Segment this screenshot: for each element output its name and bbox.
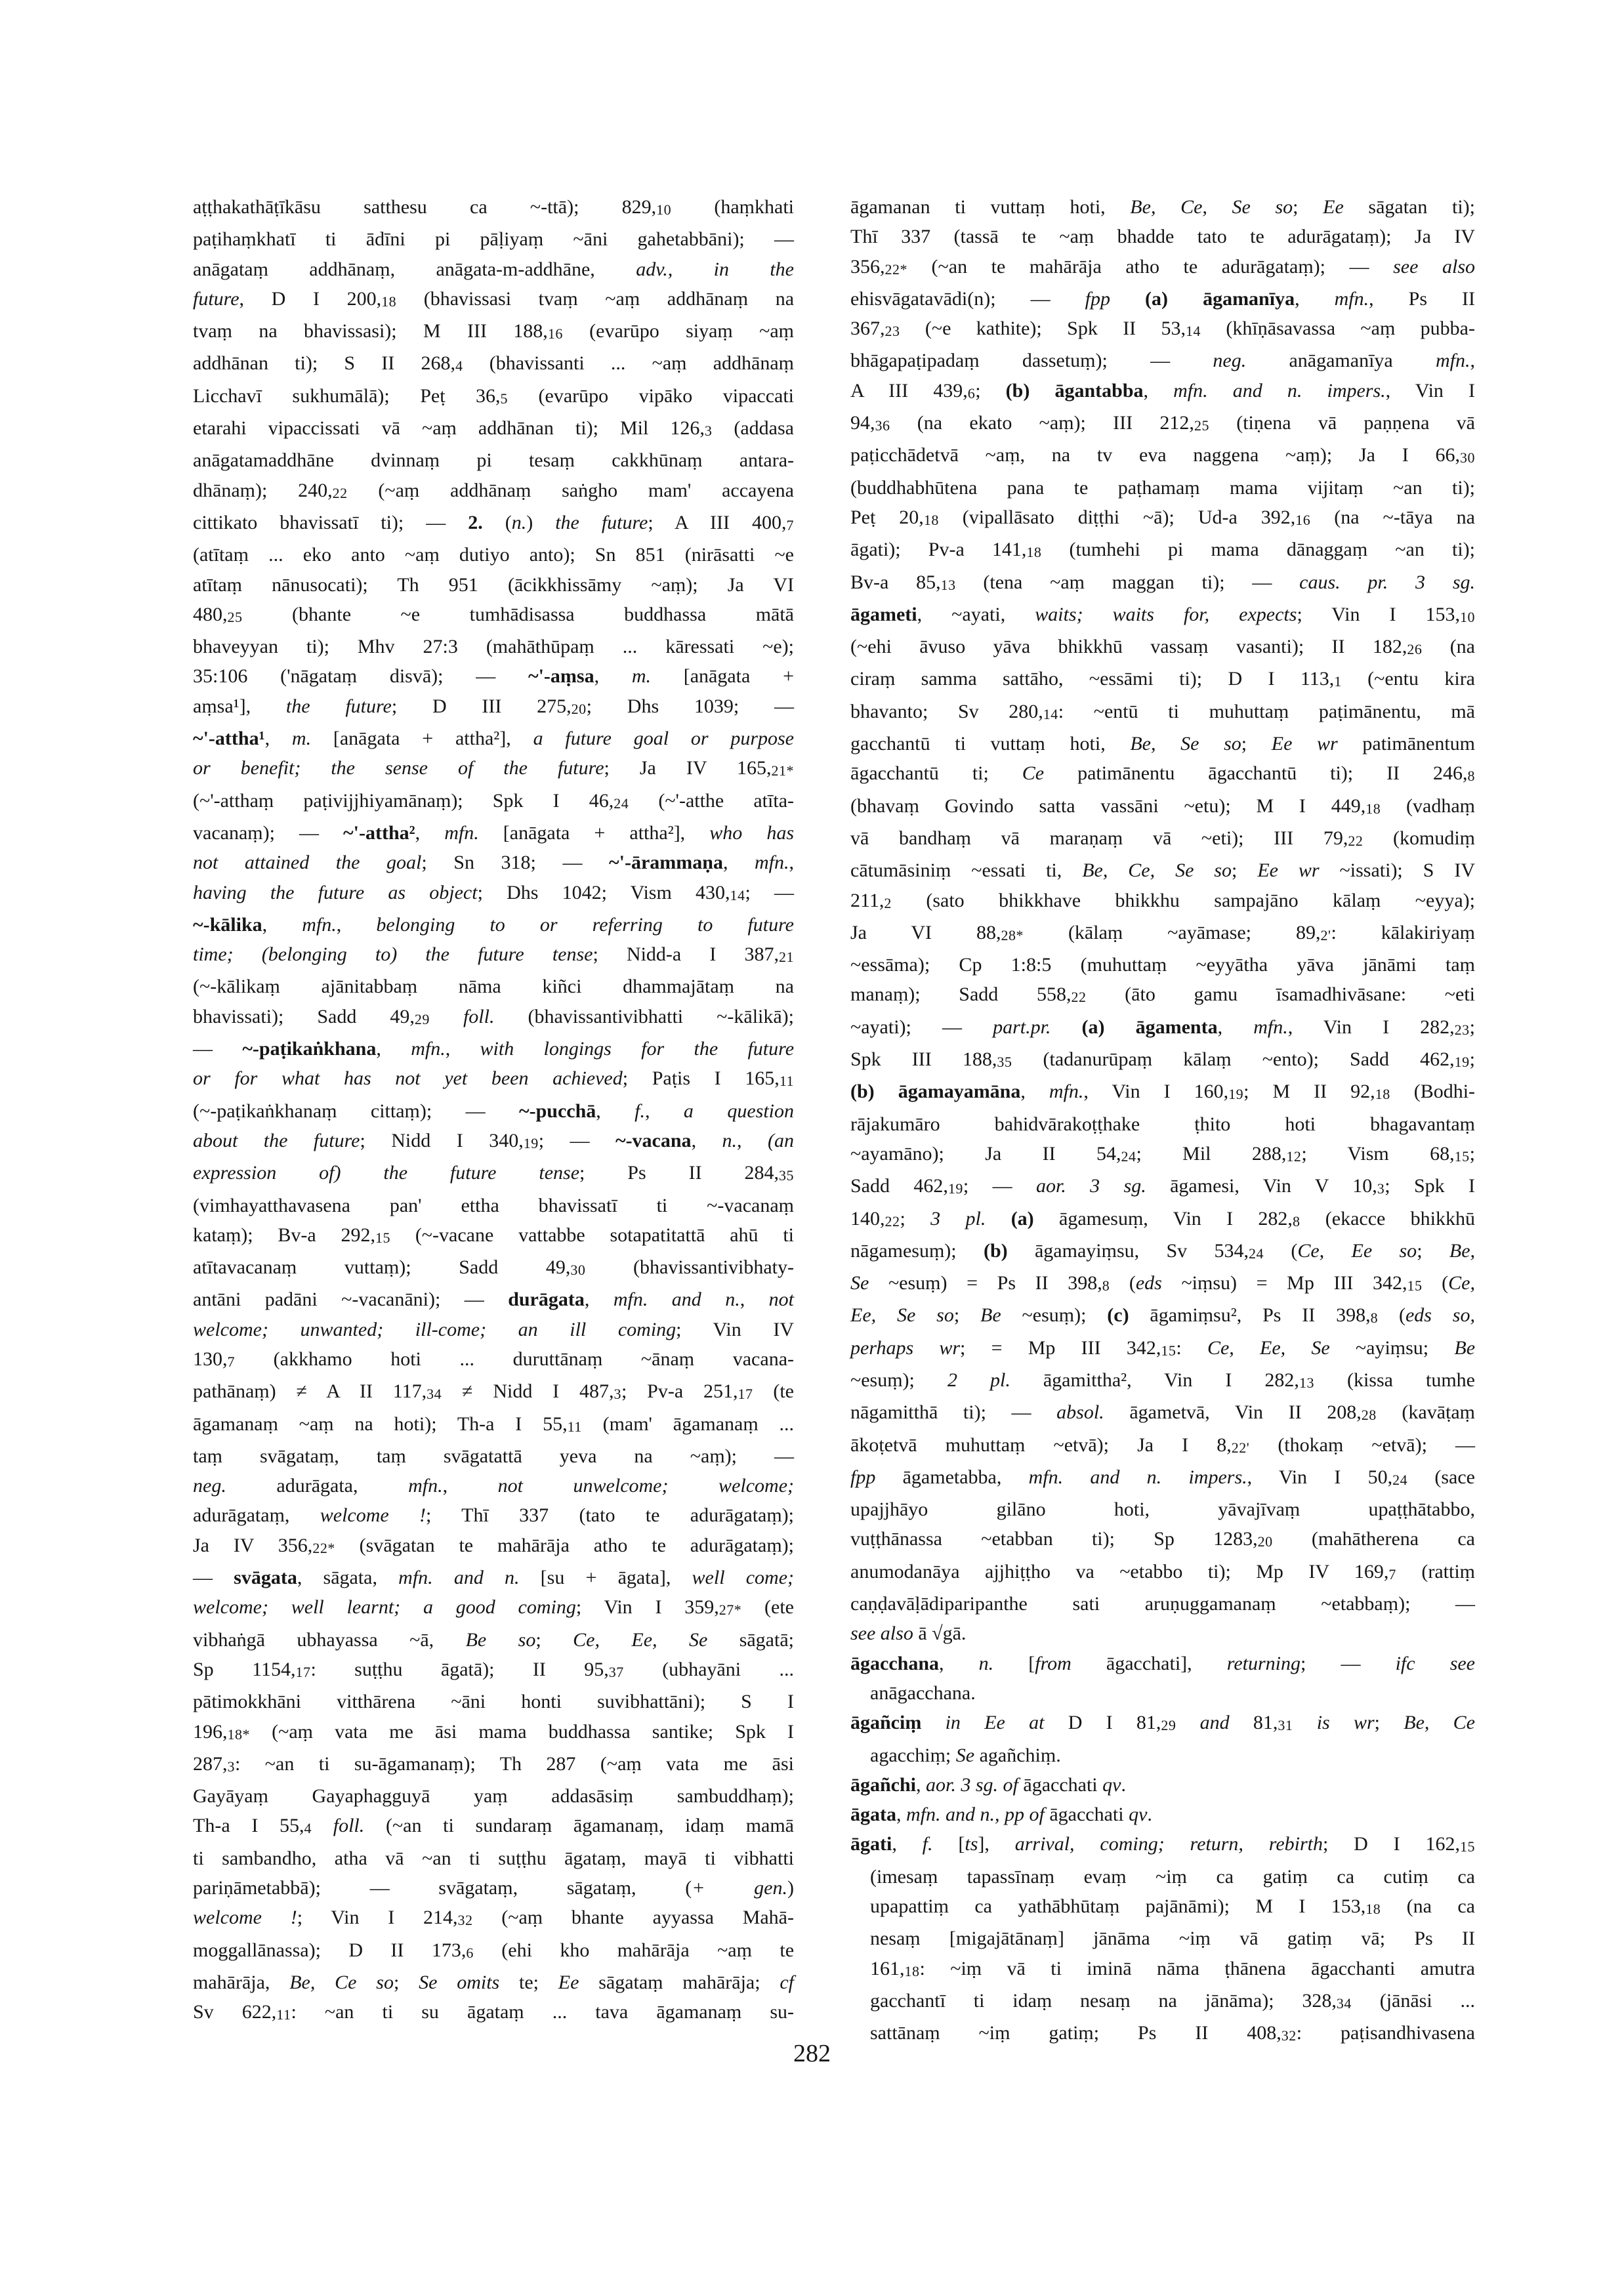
text-line: neg. adurāgata, mfn., not unwelcome; welcome; (193, 1475, 795, 1497)
text-line: ~-kālika, mfn., belonging to or referring to future (193, 913, 794, 936)
text-line: pātimokkhāni vitthārena ~āni honti suvibhattāni); S I (193, 1691, 794, 1713)
text-line: (~-kālikaṃ ajānitabbaṃ nāma kiñci dhammajātaṃ na (193, 976, 794, 998)
text-line: (atītaṃ ... eko anto ~aṃ dutiyo anto); Sn 851 (nirāsatti ~e (193, 544, 794, 566)
text-line: gacchantī ti idaṃ nesaṃ na jānāma); 328,34 (jānāsi ... (870, 1989, 1476, 2012)
text-line: Se ~esuṃ) = Ps II 398,8 (eds ~iṃsu) = Mp III 342,15 (Ce, (850, 1272, 1475, 1294)
text-line: (imesaṃ tapassīnaṃ evaṃ ~iṃ ca gatiṃ ca cutiṃ ca (870, 1865, 1475, 1888)
text-line: Ee, Se so; Be ~esuṃ); (c) āgamiṃsu², Ps II 398,8 (eds so, (850, 1304, 1475, 1327)
text-line: anāgatamaddhāne dvinnaṃ pi tesaṃ cakkhūnaṃ antara- (193, 449, 794, 472)
text-line: mahārāja, Be, Ce so; Se omits te; Ee sāgataṃ mahārāja; cf (193, 1971, 795, 1993)
text-line: 161,18: ~iṃ vā ti iminā nāma ṭhānena āgacchanti amutra (870, 1957, 1475, 1979)
page-number: 282 (793, 2040, 831, 2067)
text-line: 130,7 (akkhamo hoti ... duruttānaṃ ~ānaṃ vacana- (193, 1348, 794, 1370)
text-line: āgañchi, aor. 3 sg. of āgacchati qv. (850, 1773, 1126, 1796)
text-line: nāgamesuṃ); (b) āgamayiṃsu, Sv 534,24 (Ce, Ee so; Be, (850, 1239, 1476, 1262)
text-line: or for what has not yet been achieved; Paṭis I 165,11 (193, 1067, 794, 1090)
text-line: bhavanto; Sv 280,14: ~entū ti muhuttaṃ paṭimānentu, mā (850, 700, 1475, 722)
text-line: time; (belonging to) the future tense; Nidd-a I 387,21 (193, 943, 794, 966)
text-line: pariṇāmetabbā); — svāgataṃ, sāgataṃ, (+ gen.) (193, 1877, 794, 1899)
text-line: ~ayati); — part.pr. (a) āgamenta, mfn., Vin I 282,23; (850, 1016, 1476, 1038)
text-line: āgamanan ti vuttaṃ hoti, Be, Ce, Se so; Ee sāgatan ti); (850, 196, 1475, 218)
text-line: Bv-a 85,13 (tena ~aṃ maggan ti); — caus. pr. 3 sg. (850, 571, 1475, 593)
text-line: atītaṃ nānusocati); Th 951 (ācikkhissāmy ~aṃ); Ja VI (193, 573, 794, 596)
text-line: Th-a I 55,4 foll. (~an ti sundaraṃ āgamanaṃ, idaṃ mamā (193, 1815, 795, 1837)
text-line: 480,25 (bhante ~e tumhādisassa buddhassa mātā (193, 603, 794, 625)
text-line: see also ā √gā. (850, 1623, 967, 1645)
text-line: anāgacchana. (870, 1682, 976, 1704)
text-line: 35:106 ('nāgataṃ disvā); — ~'-aṃsa, m. [anāgata + (193, 665, 794, 688)
text-line: welcome; unwanted; ill-come; an ill coming; Vin IV (193, 1318, 794, 1340)
text-line: fpp āgametabba, mfn. and n. impers., Vin I 50,24 (sace (850, 1466, 1475, 1488)
text-line: anāgataṃ addhānaṃ, anāgata-m-addhāne, adv., in the (193, 258, 794, 280)
text-line: ~essāma); Cp 1:8:5 (muhuttaṃ ~eyyātha yāva jānāmi taṃ (850, 954, 1475, 976)
text-line: taṃ svāgataṃ, taṃ svāgatattā yeva na ~aṃ); — (193, 1445, 794, 1467)
text-line: āgata, mfn. and n., pp of āgacchati qv. (850, 1804, 1152, 1826)
text-line: Ja VI 88,28* (kālaṃ ~ayāmase; 89,2': kālakiriyaṃ (850, 921, 1475, 943)
text-line: 367,23 (~e kathite); Spk II 53,14 (khīṇāsavassa ~aṃ pubba- (850, 318, 1475, 340)
text-line: āgañciṃ in Ee at D I 81,29 and 81,31 is wr; Be, Ce (850, 1712, 1475, 1734)
text-line: welcome; well learnt; a good coming; Vin I 359,27* (ete (193, 1596, 794, 1619)
text-line: Sp 1154,17: suṭṭhu āgatā); II 95,37 (ubhayāni ... (193, 1658, 794, 1680)
text-line: Thī 337 (tassā te ~aṃ bhadde tato te adurāgataṃ); Ja IV (850, 226, 1475, 248)
text-line: anumodanāya ajjhiṭṭho va ~etabbo ti); Mp IV 169,7 (rattiṃ (850, 1560, 1475, 1582)
text-line: caṇḍavāḷādiparipanthe sati aruṇuggamanaṃ ~etabbaṃ); — (850, 1593, 1475, 1615)
text-line: paṭicchādetvā ~aṃ, na tv eva naggena ~aṃ); Ja I 66,30 (850, 444, 1475, 466)
text-line: upajjhāyo gilāno hoti, yāvajīvaṃ upaṭṭhātabbo, (850, 1499, 1475, 1521)
text-line: addhānan ti); S II 268,4 (bhavissanti ... ~aṃ addhānaṃ (193, 352, 794, 375)
text-line: kataṃ); Bv-a 292,15 (~-vacane vattabbe sotapatitattā ahū ti (193, 1224, 794, 1246)
text-line: Sv 622,11: ~an ti su āgataṃ ... tava āgamanaṃ su- (193, 2001, 794, 2023)
text-line: ~'-attha¹, m. [anāgata + attha²], a future goal or purpose (193, 728, 795, 750)
text-line: 287,3: ~an ti su-āgamanaṃ); Th 287 (~aṃ vata me āsi (193, 1752, 794, 1775)
text-line: ~esuṃ); 2 pl. āgamittha², Vin I 282,13 (kissa tumhe (850, 1369, 1475, 1391)
text-line: gacchantū ti vuttaṃ hoti, Be, Se so; Ee wr patimānentum (850, 733, 1475, 755)
text-line: (b) āgamayamāna, mfn., Vin I 160,19; M II 92,18 (Bodhi- (850, 1081, 1476, 1103)
text-line: nesaṃ [migajātānaṃ] jānāma ~iṃ vā gatiṃ vā; Ps II (870, 1928, 1475, 1950)
text-line: ehisvāgatavādi(n); — fpp (a) āgamanīya, mfn., Ps II (850, 287, 1476, 310)
text-line: not attained the goal; Sn 318; — ~'-ārammaṇa, mfn., (193, 852, 795, 874)
text-line: or benefit; the sense of the future; Ja IV 165,21* (193, 757, 794, 779)
text-line: adurāgataṃ, welcome !; Thī 337 (tato te adurāgataṃ); (193, 1504, 794, 1527)
text-line: welcome !; Vin I 214,32 (~aṃ bhante ayyassa Mahā- (193, 1907, 794, 1929)
text-line: atītavacanaṃ vuttaṃ); Sadd 49,30 (bhavissantivibhaty- (193, 1256, 794, 1279)
text-line: vibhaṅgā ubhayassa ~ā, Be so; Ce, Ee, Se sāgatā; (193, 1628, 794, 1651)
text-line: Ja IV 356,22* (svāgatan te mahārāja atho te adurāgataṃ); (193, 1534, 794, 1556)
text-line: having the future as object; Dhs 1042; Vism 430,14; — (193, 881, 794, 903)
text-line: (vimhayatthavasena pan' ettha bhavissatī ti ~-vacanaṃ (193, 1194, 794, 1216)
text-line: aṃsa¹], the future; D III 275,20; Dhs 1039; — (193, 695, 794, 717)
text-line: tvaṃ na bhavissasi); M III 188,16 (evarūpo siyaṃ ~aṃ (193, 320, 794, 342)
text-line: pathānaṃ) ≠ A II 117,34 ≠ Nidd I 487,3; Pv-a 251,17 (te (193, 1380, 794, 1403)
text-line: paṭihaṃkhatī ti ādīni pi pāḷiyaṃ ~āni gahetabbāni); — (193, 228, 794, 251)
text-line: — svāgata, sāgata, mfn. and n. [su + āgata], well come; (193, 1567, 794, 1589)
text-line: (~-paṭikaṅkhanaṃ cittaṃ); — ~-pucchā, f., a question (193, 1100, 794, 1122)
text-line: etarahi vipaccissati vā ~aṃ addhānan ti); Mil 126,3 (addasa (193, 417, 794, 440)
text-line: vuṭṭhānassa ~etabban ti); Sp 1283,20 (mahātherena ca (850, 1528, 1475, 1550)
text-line: nāgamitthā ti); — absol. āgametvā, Vin II 208,28 (kavāṭaṃ (850, 1401, 1475, 1424)
text-line: cātumāsiniṃ ~essati ti, Be, Ce, Se so; Ee wr ~issati); S IV (850, 859, 1476, 882)
text-line: ākoṭetvā muhuttaṃ ~etvā); Ja I 8,22' (thokaṃ ~etvā); — (850, 1434, 1475, 1456)
text-line: manaṃ); Sadd 558,22 (āto gamu īsamadhivāsane: ~eti (850, 983, 1475, 1006)
text-line: cittikato bhavissatī ti); — 2. (n.) the future; A III 400,7 (193, 511, 794, 533)
text-line: (bhavaṃ Govindo satta vassāni ~etu); M I 449,18 (vadhaṃ (850, 795, 1475, 817)
text-line: āgameti, ~ayati, waits; waits for, expects; Vin I 153,10 (850, 603, 1476, 625)
text-line: — ~-paṭikaṅkhana, mfn., with longings for the future (193, 1038, 795, 1060)
text-line: 94,36 (na ekato ~aṃ); III 212,25 (tiṇena vā paṇṇena vā (850, 412, 1475, 434)
text-line: sattānaṃ ~iṃ gatiṃ; Ps II 408,32: paṭisandhivasena (870, 2022, 1475, 2044)
text-line: āgati); Pv-a 141,18 (tumhehi pi mama dānaggaṃ ~an ti); (850, 539, 1475, 561)
column-right (850, 192, 1475, 2051)
text-line: (~ehi āvuso yāva bhikkhū vassaṃ vasanti); II 182,26 (na (850, 636, 1475, 658)
text-line: āgacchantū ti; Ce patimānentu āgacchantū ti); II 246,8 (850, 762, 1475, 785)
text-line: bhavissati); Sadd 49,29 foll. (bhavissantivibhatti ~-kālikā); (193, 1005, 795, 1027)
text-line: Gayāyaṃ Gayaphagguyā yaṃ addasāsiṃ sambuddhaṃ); (193, 1785, 794, 1808)
text-line: Licchavī sukhumālā); Peṭ 36,5 (evarūpo vipāko vipaccati (193, 384, 795, 407)
text-line: āgacchana, n. [from āgacchati], returning; — ifc see (850, 1652, 1476, 1674)
text-line: vacanaṃ); — ~'-attha², mfn. [anāgata + attha²], who has (193, 821, 794, 844)
column-left (193, 192, 794, 2030)
text-line: A III 439,6; (b) āgantabba, mfn. and n. impers., Vin I (850, 379, 1476, 402)
text-line: 140,22; 3 pl. (a) āgamesuṃ, Vin I 282,8 (ekacce bhikkhū (850, 1207, 1476, 1230)
text-line: ciraṃ samma sattāho, ~essāmi ti); D I 113,1 (~entu kira (850, 668, 1475, 690)
text-line: (~'-atthaṃ paṭivijjhiyamānaṃ); Spk I 46,24 (~'-atthe atīta- (193, 789, 794, 812)
text-line: Spk III 188,35 (tadanurūpaṃ kālaṃ ~ento); Sadd 462,19; (850, 1048, 1476, 1071)
text-line: aṭṭhakathāṭīkāsu satthesu ca ~-ttā); 829,10 (haṃkhati (193, 196, 794, 218)
text-line: āgati, f. [ts], arrival, coming; return, rebirth; D I 162,15 (850, 1833, 1476, 1855)
text-line: agacchiṃ; Se agañchiṃ. (870, 1744, 1061, 1766)
text-line: 356,22* (~an te mahārāja atho te adurāgataṃ); — see also (850, 255, 1475, 278)
text-line: moggallānassa); D II 173,6 (ehi kho mahārāja ~aṃ te (193, 1939, 795, 1961)
text-line: antāni padāni ~-vacanāni); — durāgata, mfn. and n., not (193, 1289, 795, 1311)
text-line: perhaps wr; = Mp III 342,15: Ce, Ee, Se ~ayiṃsu; Be (850, 1336, 1476, 1359)
text-line: bhāgapaṭipadaṃ dassetuṃ); — neg. anāgamanīya mfn., (850, 350, 1475, 372)
text-line: Peṭ 20,18 (vipallāsato diṭṭhi ~ā); Ud-a 392,16 (na ~-tāya na (850, 506, 1475, 528)
text-line: āgamanaṃ ~aṃ na hoti); Th-a I 55,11 (mam' āgamanaṃ ... (193, 1413, 795, 1435)
text-line: about the future; Nidd I 340,19; — ~-vacana, n., (an (193, 1129, 794, 1151)
text-line: (buddhabhūtena pana te paṭhamaṃ mama vijitaṃ ~an ti); (850, 476, 1475, 499)
text-line: expression of) the future tense; Ps II 284,35 (193, 1162, 794, 1184)
text-line: vā bandhaṃ vā maraṇaṃ vā ~eti); III 79,22 (komudiṃ (850, 827, 1476, 849)
text-line: rājakumāro bahidvārakoṭṭhake ṭhito hoti bhagavantaṃ (850, 1113, 1475, 1135)
text-line: ~ayamāno); Ja II 54,24; Mil 288,12; Vism 68,15; (850, 1142, 1475, 1165)
text-line: ti sambandho, atha vā ~an ti suṭṭhu āgataṃ, mayā ti vibhatti (193, 1847, 794, 1869)
text-line: dhānaṃ); 240,22 (~aṃ addhānaṃ saṅgho mam' accayena (193, 479, 794, 501)
text-line: Sadd 462,19; — aor. 3 sg. āgamesi, Vin V 10,3; Spk I (850, 1175, 1476, 1197)
text-line: 211,2 (sato bhikkhave bhikkhu sampajāno kālaṃ ~eyya); (850, 889, 1475, 911)
text-line: bhaveyyan ti); Mhv 27:3 (mahāthūpaṃ ... kāressati ~e); (193, 636, 794, 658)
text-line: upapattiṃ ca yathābhūtaṃ pajānāmi); M I 153,18 (na ca (870, 1895, 1475, 1918)
text-line: 196,18* (~aṃ vata me āsi mama buddhassa santike; Spk I (193, 1720, 794, 1743)
text-line: future, D I 200,18 (bhavissasi tvaṃ ~aṃ addhānaṃ na (193, 287, 795, 310)
